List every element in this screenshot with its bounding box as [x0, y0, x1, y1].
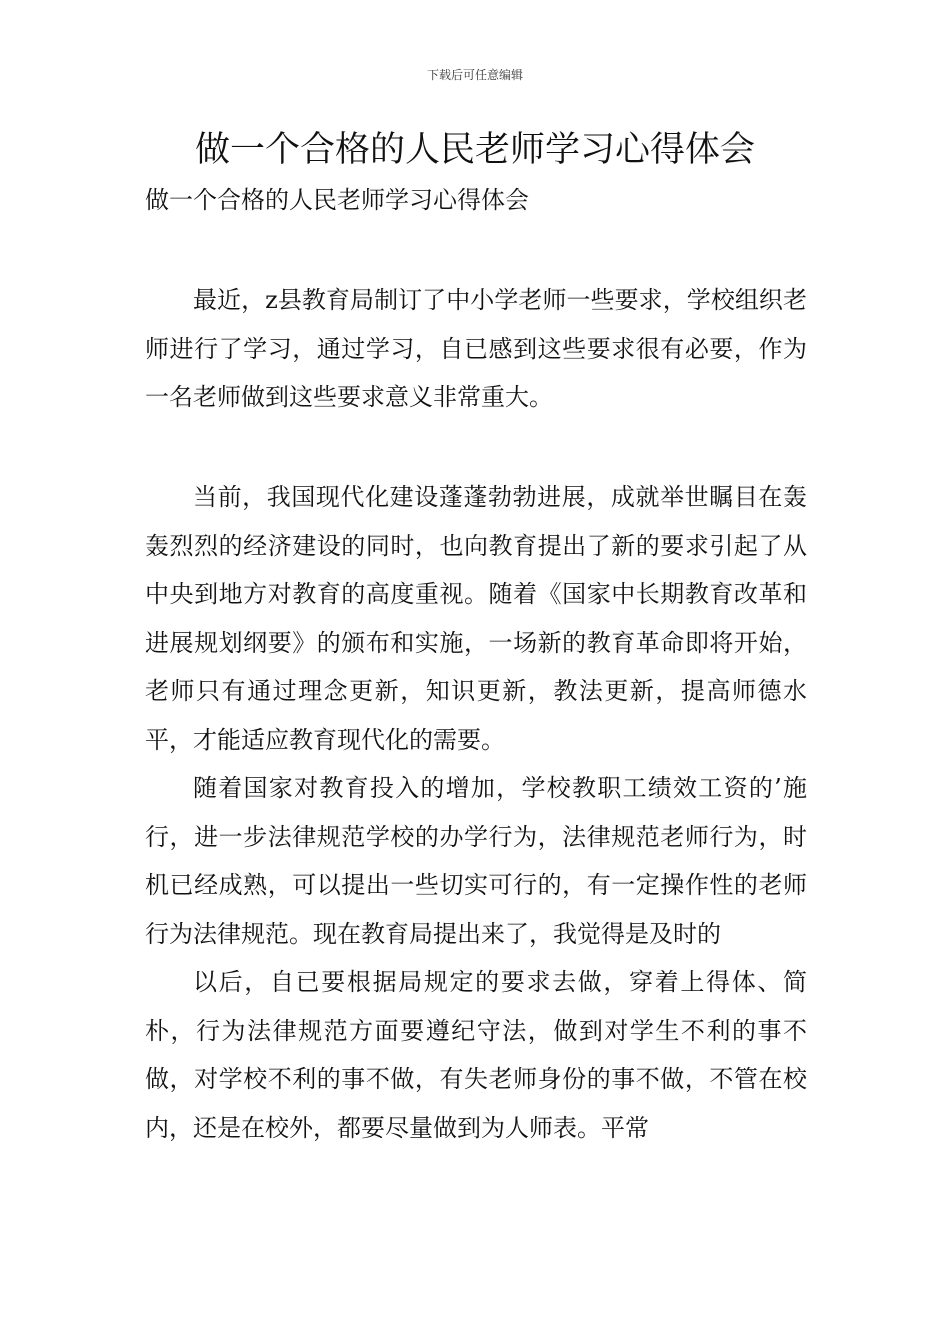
paragraph-block-1 [145, 276, 807, 422]
paragraph-2: 当前，我国现代化建设蓬蓬勃勃进展，成就举世瞩目在轰轰烈烈的经济建设的同时，也向教育提出了新的要求引起了从中央到地方对教育的高度重视。随着《国家中长期教育改革和进展规划纲要》的颁布和实施，一场新的教育革命即将开始，老师只有通过理念更新，知识更新，教法更新，提高师德水平，才能适应教育现代化的需要。 [145, 483, 807, 754]
paragraph-block-2 [145, 473, 807, 1152]
paragraph-1: 最近，z县教育局制订了中小学老师一些要求，学校组织老师进行了学习，通过学习，自已感到这些要求很有必要，作为一名老师做到这些要求意义非常重大。 [145, 286, 807, 411]
paragraph-4: 以后，自已要根据局规定的要求去做，穿着上得体、简朴，行为法律规范方面要遵纪守法，做到对学生不利的事不做，对学校不利的事不做，有失老师身份的事不做，不管在校内，还是在校外，都要尽量做到为人师表。平常 [145, 968, 807, 1142]
header-note: 下载后可任意编辑 [426, 68, 523, 82]
document-subtitle: 做一个合格的人民老师学习心得体会 [145, 186, 529, 214]
paragraph-3: 随着国家对教育投入的增加，学校教职工绩效工资的’施行，进一步法律规范学校的办学行为，法律规范老师行为，时机已经成熟，可以提出一些切实可行的，有一定操作性的老师行为法律规范。现在教育局提出来了，我觉得是及时的 [145, 774, 807, 948]
document-title: 做一个合格的人民老师学习心得体会 [194, 130, 755, 170]
